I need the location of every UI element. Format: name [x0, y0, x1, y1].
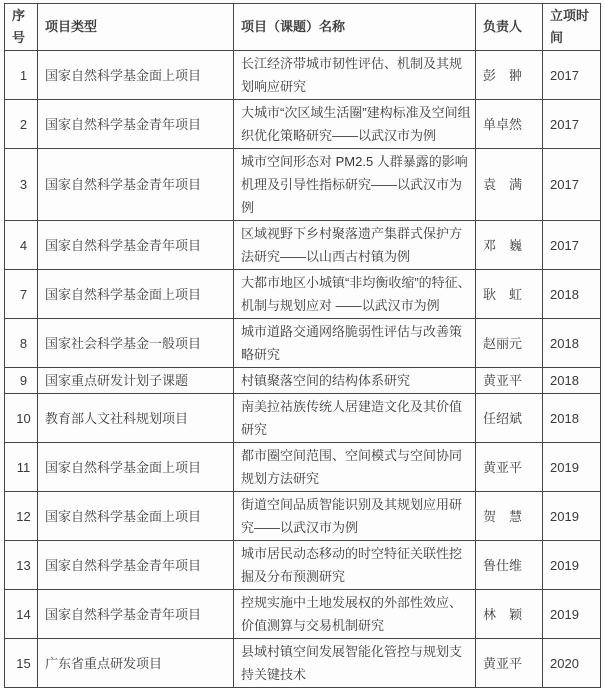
- cell-title: 大城市“次区域生活圈”建构标准及空间组织优化策略研究——以武汉市为例: [234, 100, 476, 149]
- cell-type: 国家自然科学基金青年项目: [38, 100, 234, 149]
- cell-no: 9: [5, 368, 38, 394]
- cell-type: 国家自然科学基金面上项目: [38, 270, 234, 319]
- cell-title: 县域村镇空间发展智能化管控与规划支持关键技术: [234, 639, 476, 688]
- cell-no: 3: [5, 149, 38, 221]
- table-row: [5, 541, 601, 590]
- table-row: [5, 443, 601, 492]
- table-row: [5, 270, 601, 319]
- cell-no: 14: [5, 590, 38, 639]
- cell-year: 2018: [543, 270, 601, 319]
- cell-title: 长江经济带城市韧性评估、机制及其规划响应研究: [234, 51, 476, 100]
- table-row: [5, 394, 601, 443]
- cell-no: 1: [5, 51, 38, 100]
- table-row: [5, 492, 601, 541]
- col-header-year: 立项时间: [543, 4, 601, 51]
- cell-no: 12: [5, 492, 38, 541]
- cell-type: 国家自然科学基金青年项目: [38, 149, 234, 221]
- table-row: [5, 319, 601, 368]
- header-row: [5, 4, 601, 51]
- cell-title: 都市圈空间范围、空间模式与空间协同规划方法研究: [234, 443, 476, 492]
- cell-title: 大都市地区小城镇“非均衡收缩”的特征、机制与规划应对 ——以武汉市为例: [234, 270, 476, 319]
- cell-leader: 林 颖: [476, 590, 543, 639]
- cell-leader: 贺 慧: [476, 492, 543, 541]
- cell-type: 国家自然科学基金青年项目: [38, 590, 234, 639]
- cell-title: 村镇聚落空间的结构体系研究: [234, 368, 476, 394]
- cell-year: 2019: [543, 443, 601, 492]
- table-row: [5, 100, 601, 149]
- col-header-title: 项目（课题）名称: [234, 4, 476, 51]
- table-body: [5, 51, 601, 688]
- cell-leader: 任绍斌: [476, 394, 543, 443]
- cell-title: 街道空间品质智能识别及其规划应用研究——以武汉市为例: [234, 492, 476, 541]
- cell-title: 城市空间形态对 PM2.5 人群暴露的影响机理及引导性指标研究——以武汉市为例: [234, 149, 476, 221]
- cell-leader: 黄亚平: [476, 443, 543, 492]
- cell-type: 国家自然科学基金青年项目: [38, 221, 234, 270]
- cell-type: 广东省重点研发项目: [38, 639, 234, 688]
- cell-no: 10: [5, 394, 38, 443]
- cell-leader: 黄亚平: [476, 639, 543, 688]
- cell-type: 国家自然科学基金面上项目: [38, 443, 234, 492]
- cell-no: 15: [5, 639, 38, 688]
- cell-year: 2019: [543, 541, 601, 590]
- cell-no: 8: [5, 319, 38, 368]
- cell-type: 国家自然科学基金青年项目: [38, 541, 234, 590]
- cell-year: 2017: [543, 221, 601, 270]
- cell-year: 2019: [543, 590, 601, 639]
- cell-no: 13: [5, 541, 38, 590]
- cell-leader: 赵丽元: [476, 319, 543, 368]
- cell-no: 2: [5, 100, 38, 149]
- cell-no: 7: [5, 270, 38, 319]
- cell-type: 教育部人文社科规划项目: [38, 394, 234, 443]
- cell-year: 2018: [543, 319, 601, 368]
- col-header-leader: 负责人: [476, 4, 543, 51]
- cell-no: 11: [5, 443, 38, 492]
- table-row: [5, 639, 601, 688]
- cell-no: 4: [5, 221, 38, 270]
- cell-leader: 单卓然: [476, 100, 543, 149]
- cell-year: 2017: [543, 51, 601, 100]
- cell-year: 2020: [543, 639, 601, 688]
- table-row: [5, 51, 601, 100]
- cell-title: 南美拉祜族传统人居建造文化及其价值研究: [234, 394, 476, 443]
- cell-type: 国家自然科学基金面上项目: [38, 51, 234, 100]
- cell-title: 城市道路交通网络脆弱性评估与改善策略研究: [234, 319, 476, 368]
- cell-year: 2017: [543, 100, 601, 149]
- cell-leader: 鲁仕维: [476, 541, 543, 590]
- cell-title: 控规实施中土地发展权的外部性效应、价值测算与交易机制研究: [234, 590, 476, 639]
- cell-type: 国家自然科学基金面上项目: [38, 492, 234, 541]
- cell-leader: 黄亚平: [476, 368, 543, 394]
- cell-title: 区域视野下乡村聚落遗产集群式保护方法研究——以山西古村镇为例: [234, 221, 476, 270]
- research-projects-table: [4, 3, 601, 688]
- col-header-type: 项目类型: [38, 4, 234, 51]
- cell-leader: 袁 满: [476, 149, 543, 221]
- cell-leader: 彭 翀: [476, 51, 543, 100]
- table-row: [5, 590, 601, 639]
- table-row: [5, 221, 601, 270]
- cell-leader: 耿 虹: [476, 270, 543, 319]
- table-row: [5, 149, 601, 221]
- table-row: [5, 368, 601, 394]
- cell-title: 城市居民动态移动的时空特征关联性挖掘及分布预测研究: [234, 541, 476, 590]
- cell-year: 2017: [543, 149, 601, 221]
- col-header-no: 序号: [5, 4, 38, 51]
- cell-year: 2018: [543, 368, 601, 394]
- cell-year: 2018: [543, 394, 601, 443]
- cell-year: 2019: [543, 492, 601, 541]
- cell-type: 国家社会科学基金一般项目: [38, 319, 234, 368]
- cell-type: 国家重点研发计划子课题: [38, 368, 234, 394]
- cell-leader: 邓 巍: [476, 221, 543, 270]
